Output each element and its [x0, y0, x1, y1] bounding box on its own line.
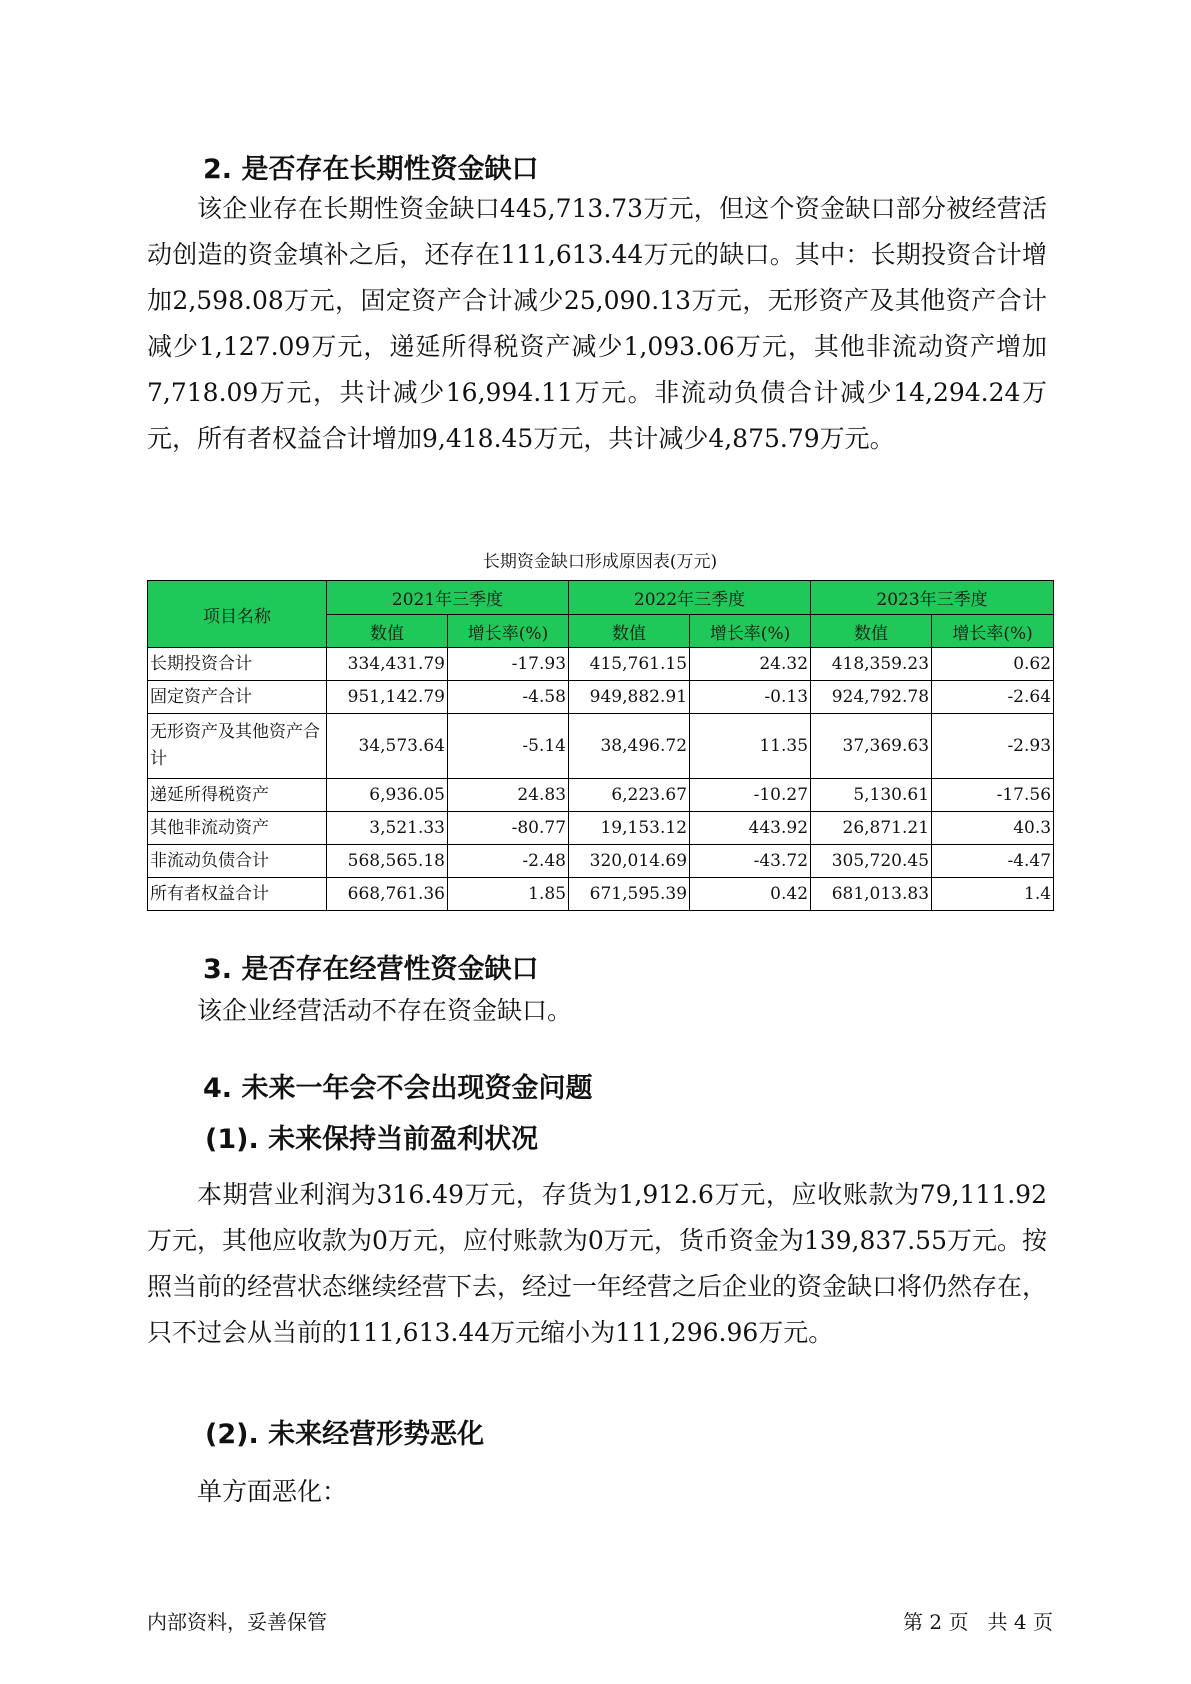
cell-rate: 24.83	[448, 779, 569, 812]
cell-rate: -80.77	[448, 812, 569, 845]
row-name: 递延所得税资产	[148, 779, 327, 812]
cell-rate: -0.13	[690, 681, 811, 714]
cell-value: 3,521.33	[327, 812, 448, 845]
subsection-title-worsening: (2). 未来经营形势恶化	[205, 1419, 485, 1450]
header-period-2022: 2022年三季度	[569, 581, 811, 615]
cell-value: 37,369.63	[811, 714, 932, 779]
cell-rate: 11.35	[690, 714, 811, 779]
row-name: 无形资产及其他资产合计	[148, 714, 327, 779]
header-value: 数值	[569, 615, 690, 648]
cell-value: 34,573.64	[327, 714, 448, 779]
footer-page-number: 第 2 页 共 4 页	[903, 1610, 1053, 1634]
header-period-2021: 2021年三季度	[327, 581, 569, 615]
cell-value: 668,761.36	[327, 878, 448, 911]
cell-rate: -5.14	[448, 714, 569, 779]
cell-value: 6,936.05	[327, 779, 448, 812]
row-name: 所有者权益合计	[148, 878, 327, 911]
paragraph-long-term-gap: 该企业存在长期性资金缺口445,713.73万元，但这个资金缺口部分被经营活动创造的资金填补之后，还存在111,613.44万元的缺口。其中：长期投资合计增加2,598.08万元，固定资产合计减少25,090.13万元，无形资产及其他资产合计减少1,127.09万元，递延所得税资产减少1,093.06万元，其他非流动资产增加7,718.09万元，共计减少16,994.11万元。非流动负债合计减少14,294.24万元，所有者权益合计增加9,418.45万元，共计减少4,875.79万元。	[147, 194, 1047, 453]
cell-value: 320,014.69	[569, 845, 690, 878]
cell-rate: -17.93	[448, 648, 569, 681]
header-item-name: 项目名称	[148, 581, 327, 648]
cell-value: 334,431.79	[327, 648, 448, 681]
header-value: 数值	[327, 615, 448, 648]
table-row	[148, 714, 1054, 779]
table-row	[148, 681, 1054, 714]
cell-value: 38,496.72	[569, 714, 690, 779]
row-name: 其他非流动资产	[148, 812, 327, 845]
cell-rate: -4.58	[448, 681, 569, 714]
cell-rate: -2.64	[932, 681, 1054, 714]
cell-rate: -43.72	[690, 845, 811, 878]
cell-value: 568,565.18	[327, 845, 448, 878]
section-title-operating-gap: 3. 是否存在经营性资金缺口	[203, 954, 539, 985]
table-row	[148, 779, 1054, 812]
table-caption: 长期资金缺口形成原因表(万元)	[482, 552, 718, 572]
footer-confidential-note: 内部资料，妥善保管	[147, 1610, 327, 1634]
header-value: 数值	[811, 615, 932, 648]
cell-value: 5,130.61	[811, 779, 932, 812]
cell-value: 415,761.15	[569, 648, 690, 681]
cell-rate: -17.56	[932, 779, 1054, 812]
cell-value: 6,223.67	[569, 779, 690, 812]
header-period-2023: 2023年三季度	[811, 581, 1054, 615]
header-rate: 增长率(%)	[690, 615, 811, 648]
cell-value: 418,359.23	[811, 648, 932, 681]
cell-rate: -4.47	[932, 845, 1054, 878]
header-rate: 增长率(%)	[448, 615, 569, 648]
cell-value: 26,871.21	[811, 812, 932, 845]
row-name: 长期投资合计	[148, 648, 327, 681]
cell-rate: -10.27	[690, 779, 811, 812]
cell-rate: 443.92	[690, 812, 811, 845]
cell-value: 681,013.83	[811, 878, 932, 911]
row-name: 非流动负债合计	[148, 845, 327, 878]
cell-value: 19,153.12	[569, 812, 690, 845]
section-title-long-term-gap: 2. 是否存在长期性资金缺口	[203, 154, 539, 185]
cell-value: 949,882.91	[569, 681, 690, 714]
cell-rate: 0.42	[690, 878, 811, 911]
paragraph-operating-gap: 该企业经营活动不存在资金缺口。	[197, 996, 573, 1025]
cell-value: 951,142.79	[327, 681, 448, 714]
header-rate: 增长率(%)	[932, 615, 1054, 648]
cell-rate: 0.62	[932, 648, 1054, 681]
cell-value: 305,720.45	[811, 845, 932, 878]
cell-rate: 40.3	[932, 812, 1054, 845]
paragraph-keep-profit: 本期营业利润为316.49万元，存货为1,912.6万元，应收账款为79,111.92万元，其他应收款为0万元，应付账款为0万元，货币资金为139,837.55万元。按照当前的经营状态继续经营下去，经过一年经营之后企业的资金缺口将仍然存在，只不过会从当前的111,613.44万元缩小为111,296.96万元。	[147, 1180, 1048, 1347]
cell-rate: 1.85	[448, 878, 569, 911]
cell-rate: -2.48	[448, 845, 569, 878]
section-title-future-year: 4. 未来一年会不会出现资金问题	[203, 1073, 593, 1104]
table-row	[148, 812, 1054, 845]
table-row	[148, 845, 1054, 878]
row-name: 固定资产合计	[148, 681, 327, 714]
cell-value: 924,792.78	[811, 681, 932, 714]
cell-rate: 1.4	[932, 878, 1054, 911]
cell-rate: 24.32	[690, 648, 811, 681]
subsection-title-keep-profit: (1). 未来保持当前盈利状况	[205, 1124, 539, 1155]
paragraph-worsening: 单方面恶化：	[197, 1477, 348, 1506]
gap-reasons-table	[147, 580, 1054, 911]
cell-value: 671,595.39	[569, 878, 690, 911]
table-row	[148, 648, 1054, 681]
table-row	[148, 878, 1054, 911]
cell-rate: -2.93	[932, 714, 1054, 779]
